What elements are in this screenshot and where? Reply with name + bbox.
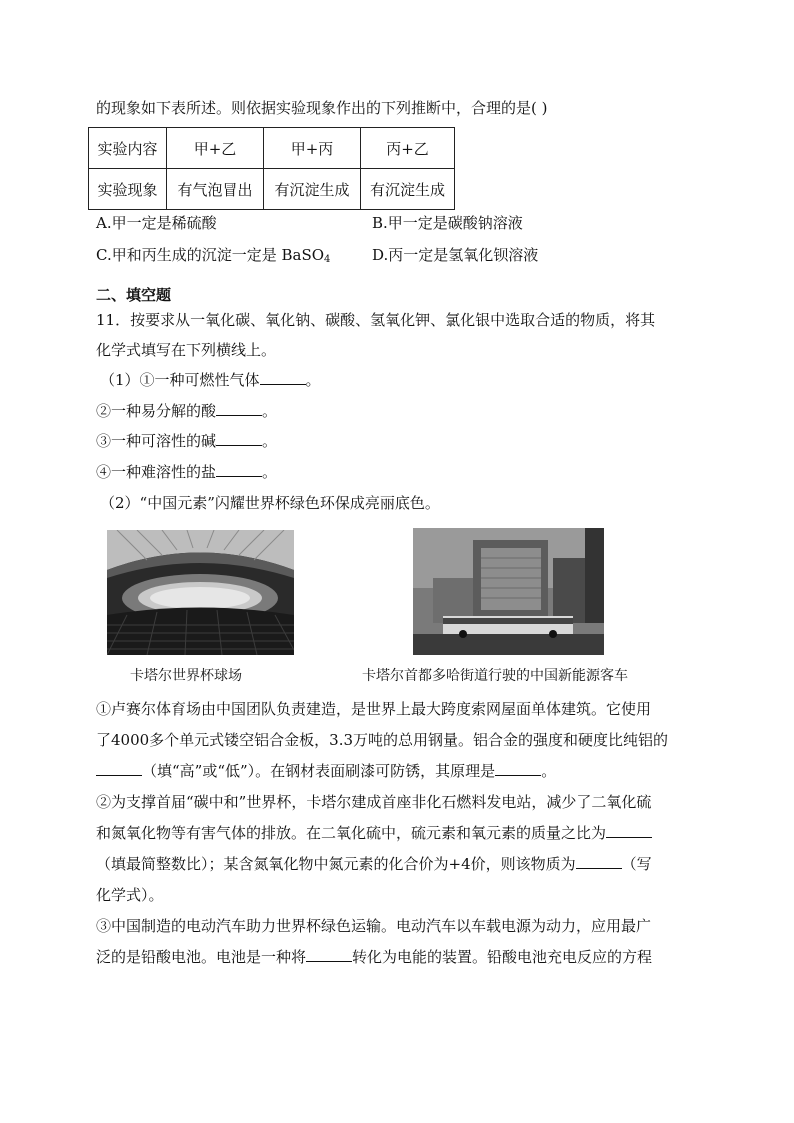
sub4-end: 。 <box>262 463 278 481</box>
para1-line3-text: （填“高”或“低”）。在钢材表面刷漆可防锈，其原理是 <box>142 762 496 780</box>
stadium-photo <box>107 530 294 655</box>
para1-line3 <box>96 761 696 781</box>
bus-street-photo <box>413 528 604 655</box>
para3-line2 <box>96 947 696 967</box>
q11-line2: 化学式填写在下列横线上。 <box>96 341 277 359</box>
para3-line1: ③中国制造的电动汽车助力世界杯绿色运输。电动汽车以车载电源为动力，应用最广 <box>96 917 652 935</box>
para1-line2: 了4000多个单元式镂空铝合金板，3.3万吨的总用钢量。铝合金的强度和硬度比纯铝的 <box>96 731 669 749</box>
table-cell: 丙+乙 <box>361 128 455 169</box>
q11-sub3 <box>96 431 696 451</box>
caption-bus: 卡塔尔首都多哈街道行驶的中国新能源客车 <box>362 668 628 684</box>
sub1-text: （1）①一种可燃性气体 <box>100 371 260 389</box>
para2-line2-text: 和氮氧化物等有害气体的排放。在二氧化硫中，硫元素和氧元素的质量之比为 <box>96 824 607 842</box>
para3-line2-end: 转化为电能的装置。铅酸电池充电反应的方程 <box>352 948 653 966</box>
para2-line4: 化学式）。 <box>96 886 164 904</box>
answer-blank[interactable] <box>216 462 262 477</box>
question-intro: 的现象如下表所述。则依据实验现象作出的下列推断中，合理的是( ) <box>96 99 548 117</box>
sub3-end: 。 <box>262 432 278 450</box>
answer-blank[interactable] <box>96 761 142 776</box>
q11-line1: 11．按要求从一氧化碳、氧化钠、碳酸、氢氧化钾、氯化银中选取合适的物质，将其 <box>96 311 656 329</box>
para2-line3-text: （填最简整数比）；某含氮氧化物中氮元素的化合价为+4价，则该物质为 <box>96 855 576 873</box>
para3-line2-text: 泛的是铅酸电池。电池是一种将 <box>96 948 307 966</box>
answer-blank[interactable] <box>495 761 541 776</box>
table-cell: 有沉淀生成 <box>264 169 361 210</box>
answer-blank[interactable] <box>306 947 352 962</box>
option-b: B.甲一定是碳酸钠溶液 <box>372 214 523 232</box>
para2-line3 <box>96 854 696 874</box>
table-row <box>89 169 455 210</box>
q11-sub4 <box>96 462 696 482</box>
option-c-text: C.甲和丙生成的沉淀一定是 BaSO <box>96 246 325 264</box>
para2-line2 <box>96 823 696 843</box>
option-c-subscript: 4 <box>324 254 331 265</box>
table-cell: 甲+乙 <box>167 128 264 169</box>
table-cell: 甲+丙 <box>264 128 361 169</box>
answer-blank[interactable] <box>260 370 306 385</box>
section-title: 二、填空题 <box>96 286 172 304</box>
para2-line3-end: （写 <box>621 855 652 873</box>
sub1-end: 。 <box>305 371 321 389</box>
table-row <box>89 128 455 169</box>
option-c <box>96 245 330 270</box>
table-cell: 实验现象 <box>89 169 167 210</box>
sub3-text: ③一种可溶性的碱 <box>96 432 217 450</box>
answer-blank[interactable] <box>216 401 262 416</box>
table-cell: 有沉淀生成 <box>361 169 455 210</box>
caption-stadium: 卡塔尔世界杯球场 <box>130 668 242 684</box>
option-a: A.甲一定是稀硫酸 <box>96 214 217 232</box>
answer-blank[interactable] <box>606 823 652 838</box>
table-cell: 有气泡冒出 <box>167 169 264 210</box>
q11-part2: （2）“中国元素”闪耀世界杯绿色环保成亮丽底色。 <box>100 494 440 512</box>
para1-line3-end: 。 <box>541 762 557 780</box>
sub2-text: ②一种易分解的酸 <box>96 402 217 420</box>
option-d: D.丙一定是氢氧化钡溶液 <box>372 246 539 264</box>
answer-blank[interactable] <box>576 854 622 869</box>
experiment-table <box>88 127 455 210</box>
answer-blank[interactable] <box>216 431 262 446</box>
sub2-end: 。 <box>262 402 278 420</box>
para1-line1: ①卢赛尔体育场由中国团队负责建造，是世界上最大跨度索网屋面单体建筑。它使用 <box>96 700 652 718</box>
sub4-text: ④一种难溶性的盐 <box>96 463 217 481</box>
q11-sub1 <box>100 370 700 390</box>
table-cell: 实验内容 <box>89 128 167 169</box>
para2-line1: ②为支撑首届“碳中和”世界杯，卡塔尔建成首座非化石燃料发电站，减少了二氧化硫 <box>96 793 652 811</box>
q11-sub2 <box>96 401 696 421</box>
